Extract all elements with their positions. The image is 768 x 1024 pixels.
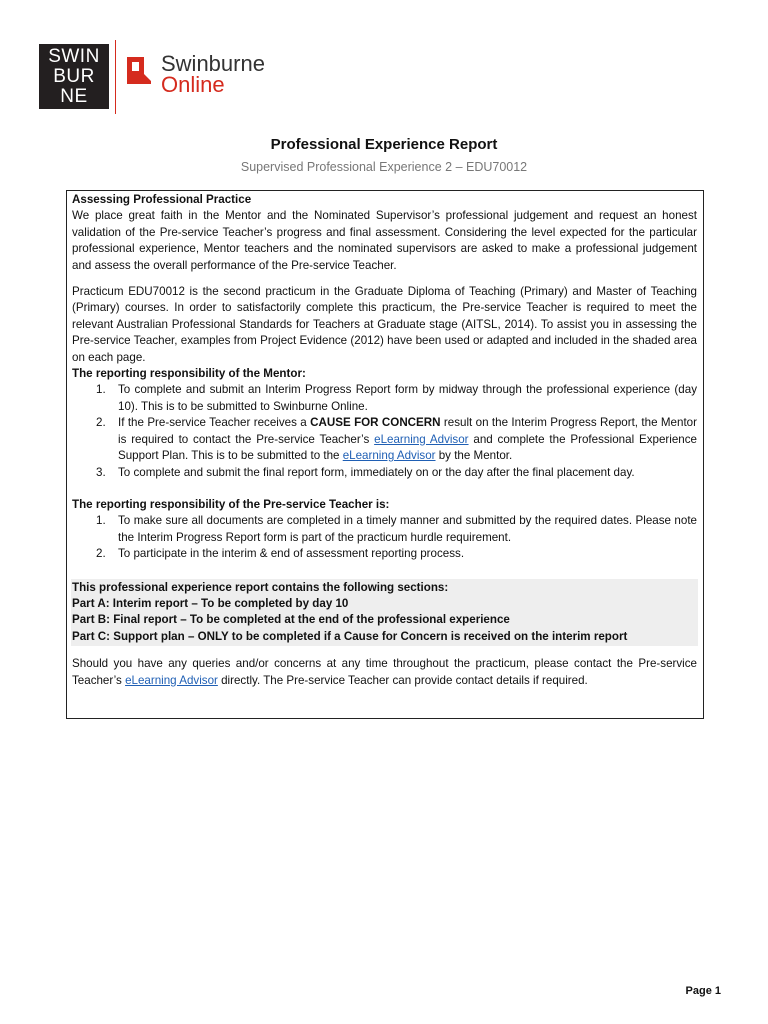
brand-wordmark [161,53,265,95]
mentor-heading: The reporting responsibility of the Mentor: [72,367,306,381]
logo-line-2: BUR [53,65,95,87]
closing-text-b: directly. The Pre-service Teacher can provide contact details if required. [217,673,588,687]
teacher-heading: The reporting responsibility of the Pre-service Teacher is: [72,497,390,511]
part-c: Part C: Support plan – ONLY to be completed if a Cause for Concern is received on the interim report [72,629,628,643]
page-subtitle: Supervised Professional Experience 2 – EDU70012 [240,160,528,174]
cause-for-concern-text: CAUSE FOR CONCERN [310,416,441,430]
teacher-item-2: To participate in the interim & end of assessment reporting process. [118,547,465,561]
mentor-item-1: To complete and submit an Interim Progress Report form by midway through the professional experience (day 10). This is to be submitted to Swinburne Online. [118,383,697,413]
mentor-item-2-d: by the Mentor. [435,449,513,463]
elearning-advisor-link[interactable]: eLearning Advisor [374,432,469,446]
logo-line-1: SWIN [48,45,100,67]
list-item: 2. To participate in the interim & end of assessment reporting process. [96,547,465,561]
paragraph-intro: We place great faith in the Mentor and the Nominated Supervisor’s professional judgement and request an honest validation of the Pre-service Teacher’s progress and final assessment. Considering the level expected for the particular professional experience, Mentor teachers and the nominated supervisors are asked to make a professional judgement and assess the overall performance of the Pre-service Teacher. [72,209,697,272]
mentor-list [72,382,697,480]
content-box [66,190,704,719]
list-item: 3. To complete and submit the final report form, immediately on or the day after the final placement day. [96,465,635,479]
teacher-item-1: To make sure all documents are completed in a timely manner and submitted by the required dates. Please note the Interim Progress Report form is part of the practicum hurdle requirement. [118,514,697,544]
mentor-item-2-c: and complete the Professional Experience Support Plan. This is to be submitted to the [118,432,697,463]
elearning-advisor-link-2[interactable]: eLearning Advisor [342,449,436,463]
mentor-item-3: To complete and submit the final report form, immediately on or the day after the final placement day. [118,465,635,479]
part-a: Part A: Interim report – To be completed by day 10 [72,596,349,610]
mentor-item-2-b: result on the Interim Progress Report, the Mentor is required to contact the Pre-service Teacher’s [118,416,697,446]
list-item: 2. If the Pre-service Teacher receives a CAUSE FOR CONCERN result on the Interim Progress Report, the Mentor is required to contact the Pre-service Teacher’s eLearning Advisor and complete the Professional Experience Support Plan. This is to be submitted to the eLearning Advisor by the Mentor. [96,416,697,463]
section-heading-assessing: Assessing Professional Practice [72,193,252,206]
report-sections-shaded [71,579,698,647]
sections-heading: This professional experience report contains the following sections: [72,580,449,594]
list-item: 1. To make sure all documents are completed in a timely manner and submitted by the required dates. Please note the Interim Progress Report form is part of the practicum hurdle requirement. [96,514,697,544]
mentor-item-2-a: If the Pre-service Teacher receives a [118,416,311,430]
part-b: Part B: Final report – To be completed at the end of the professional experience [72,613,510,627]
swinburne-online-icon [124,54,154,86]
elearning-advisor-link-3[interactable]: eLearning Advisor [125,673,218,687]
closing-text-a: Should you have any queries and/or concerns at any time throughout the practicum, please contact the Pre-service Teacher’s [72,657,697,687]
logo-line-3: NE [60,85,88,107]
page-title: Professional Experience Report [270,136,498,153]
paragraph-practicum: Practicum EDU70012 is the second practicum in the Graduate Diploma of Teaching (Primary) and Master of Teaching (Primary) courses. In order to satisfactorily complete this practicum, the Pre-service Teacher is required to meet the relevant Australian Professional Standards for Teachers at Graduate stage (AITSL, 2014). To assist you in assessing the Pre-service Teacher, examples from Project Evidence (2012) have been used or adapted and included in the shaded area on each page. [72,285,697,364]
brand-word-online: Online [161,72,225,97]
closing-paragraph [72,656,697,689]
teacher-list [72,513,697,562]
list-item: 1. To complete and submit an Interim Progress Report form by midway through the professional experience (day 10). This is to be submitted to Swinburne Online. [96,383,697,413]
page-number: Page 1 [685,985,721,997]
logo-divider [115,40,116,114]
brand-word-swinburne: Swinburne [161,51,265,76]
swinburne-logo [39,44,109,109]
